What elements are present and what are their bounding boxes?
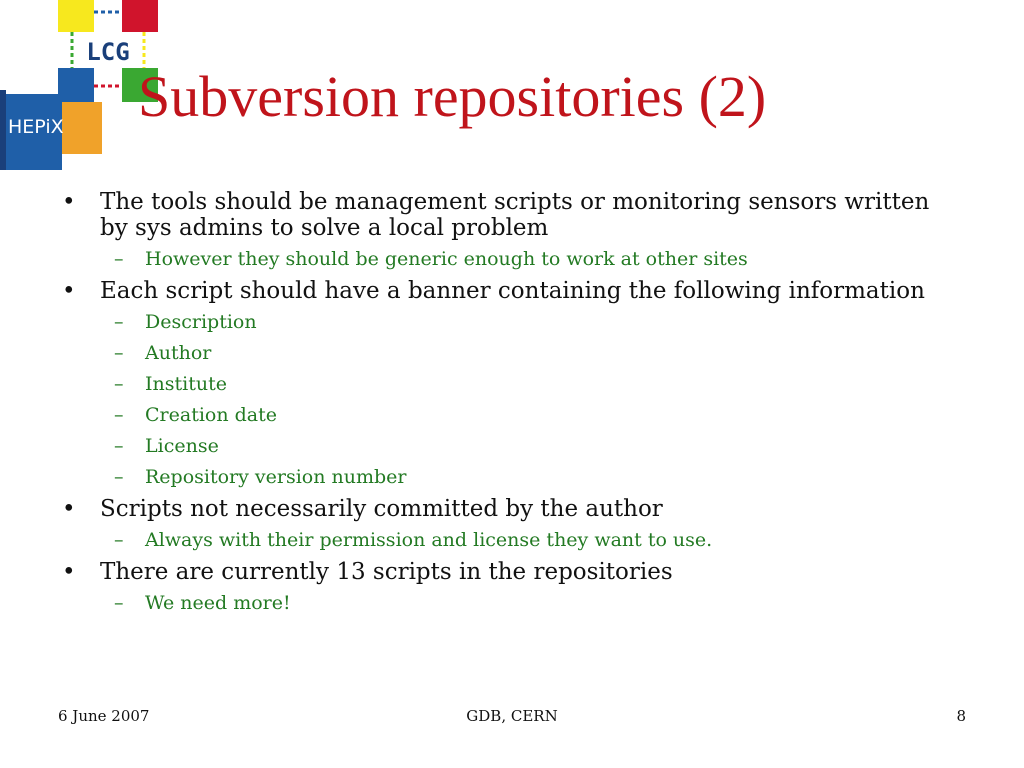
slide-footer [0, 707, 1024, 731]
bullet-item [56, 496, 956, 522]
sub-bullet-item [56, 341, 956, 365]
logo-blue-square [58, 68, 94, 102]
sub-bullet-text: Institute [145, 373, 227, 395]
bullet-text: There are currently 13 scripts in the repositories [100, 559, 673, 585]
sub-bullet-text: Always with their permission and license they want to use. [145, 529, 713, 551]
sub-bullet-item [56, 528, 956, 552]
sub-bullet-text: We need more! [145, 592, 291, 614]
sub-bullet-marker: – [114, 342, 124, 364]
sub-bullet-item [56, 247, 956, 271]
bullet-item [56, 189, 956, 241]
bullet-text: Scripts not necessarily committed by the author [100, 496, 663, 522]
bullet-marker: • [62, 559, 76, 585]
sub-bullet-text: Creation date [145, 404, 277, 426]
sub-bullet-marker: – [114, 529, 124, 551]
logo-yellow-square [58, 0, 94, 32]
sub-bullet-text: Repository version number [145, 466, 407, 488]
sub-bullet-marker: – [114, 435, 124, 457]
sub-bullet-marker: – [114, 373, 124, 395]
bullet-text: Each script should have a banner containing the following information [100, 278, 925, 304]
sub-bullet-marker: – [114, 592, 124, 614]
sub-bullet-marker: – [114, 311, 124, 333]
bullet-marker: • [62, 189, 76, 215]
sub-bullet-item [56, 591, 956, 615]
footer-page-number: 8 [956, 707, 966, 725]
bullet-marker: • [62, 496, 76, 522]
hepix-logo-text: HEPiX [8, 116, 64, 138]
logo-red-square [122, 0, 158, 32]
sub-bullet-marker: – [114, 404, 124, 426]
sub-bullet-item [56, 310, 956, 334]
bullet-item [56, 559, 956, 585]
bullet-text: The tools should be management scripts or monitoring sensors written by sys admins to solve a local problem [100, 189, 930, 241]
sub-bullet-item [56, 434, 956, 458]
lcg-logo-text: LCG [86, 38, 130, 66]
bullet-item [56, 278, 956, 304]
sub-bullet-marker: – [114, 466, 124, 488]
hepix-orange-square [58, 102, 102, 154]
sub-bullet-text: Author [145, 342, 212, 364]
sub-bullet-text: License [145, 435, 219, 457]
sub-bullet-marker: – [114, 248, 124, 270]
bullet-marker: • [62, 278, 76, 304]
sub-bullet-text: Description [145, 311, 257, 333]
footer-date: 6 June 2007 [58, 707, 150, 725]
sub-bullet-item [56, 372, 956, 396]
footer-venue: GDB, CERN [466, 707, 558, 725]
sub-bullet-item [56, 403, 956, 427]
sub-bullet-text: However they should be generic enough to work at other sites [145, 248, 748, 270]
bullet-list [56, 182, 956, 622]
slide-title: Subversion repositories (2) [138, 64, 767, 129]
sub-bullet-item [56, 465, 956, 489]
